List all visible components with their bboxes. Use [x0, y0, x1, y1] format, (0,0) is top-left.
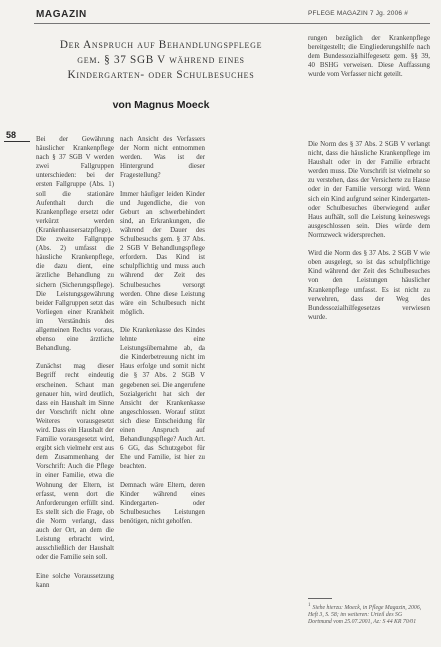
- text-column-2: [120, 135, 205, 640]
- text-column-1: [36, 135, 114, 640]
- paragraph: Immer häufiger leiden Kinder und Jugendliche, die von Geburt an schwerbehindert sind, an Erkrankungen, die während der Dauer des Schulbesuchs gem. § 37 Abs. 2 SGB V Behandlungspflege erfordern. Das Kind ist schulpflichtig und muss auch während der Zeit des Schulbesuches versorgt werden. Ohne diese Leistung wäre ein Schulbesuch nicht möglich.: [120, 190, 205, 316]
- header-rule: [34, 23, 430, 24]
- title-line: Kindergarten- oder Schulbesuches: [67, 69, 255, 81]
- article-author: von Magnus Moeck: [112, 99, 210, 111]
- page-number-rule: [4, 141, 30, 142]
- paragraph: Die Norm des § 37 Abs. 2 SGB V verlangt nicht, dass die häusliche Krankenpflege im Haushalt oder in der Familie erbracht werden muss. Die Vorschrift ist vielmehr so zu verstehen, dass der Versicherte zu Hause oder in der Familie versorgt wird. Wenn sich ein Kind aufgrund seiner Kindergarten- oder Schulbesuches überwiegend außer Haus aufhält, soll die Leistung keineswegs ausgeschlossen sein. Dies würde dem Normzweck widersprechen.: [308, 141, 430, 239]
- footnote-text: Siehe hierzu: Moeck, in Pflege Magazin, 2006, Heft 3, S. 58; im weiteren: Urteil des SG Dortmund vom 25.07.2001, Az: S 44 KR 70/01: [308, 604, 422, 626]
- title-line: Der Anspruch auf Behandlungspflege: [59, 39, 263, 51]
- footnote-rule: [308, 598, 332, 599]
- page-number: 58: [6, 130, 17, 140]
- paragraph: Demnach wäre Eltern, deren Kinder während eines Kindergarten- oder Schulbesuches Leistungen benötigen, nicht geholfen.: [120, 481, 205, 525]
- text-column-3-top: [308, 34, 430, 128]
- footnote-mark: 1: [308, 603, 311, 608]
- paragraph: nach Ansicht des Verfassers der Norm nicht entnommen werden. Was ist der Hintergrund dieser Fragestellung?: [120, 136, 205, 180]
- text-column-3: [308, 140, 430, 592]
- paragraph: Bei der Gewährung häuslicher Krankenpflege nach § 37 SGB V werden zwei Fallgruppen unterschieden: bei der ersten Fallgruppe (Abs. 1) soll die stationäre Aufenthalt durch die Krankenpflege ersetzt oder verkürzt werden (Krankenhausersatzpflege). Die zweite Fallgruppe (Abs. 2) umfasst die häusliche Krankenpflege, die dazu dient, eine ärztliche Behandlung zu sichern (Sicherungspflege). Die Leistungsgewährung beider Fallgruppen setzt das Vorliegen einer Krankheit im Verständnis des allgemeinen Rechts voraus, ebenso eine ärztliche Behandlung.: [36, 136, 114, 353]
- publication-info: PFLEGE MAGAZIN 7 Jg. 2006 #: [308, 10, 409, 17]
- paragraph: Eine solche Voraussetzung kann: [36, 572, 114, 589]
- footnote: [308, 602, 426, 627]
- article-title: [36, 38, 286, 83]
- paragraph: Die Krankenkasse des Kindes lehnte eine Leistungsübernahme ab, da die Kinderbetreuung nicht im Haus erfolge und somit nicht die § 37 Abs. 2 SGB V gegebenen sei. Die angerufene Sozialgericht hat sich der Ansicht der Krankenkasse angeschlossen. Worauf stützt sich diese Entscheidung für einen Anspruch auf Behandlungspflege? Auch Art. 6 GG, das Schutzgebot für Ehe und Familie, ist hier zu beachten.: [120, 326, 205, 471]
- paragraph: Wird die Norm des § 37 Abs. 2 SGB V wie oben ausgelegt, so ist das schulpflichtige Kind während der Zeit des Schulbesuches von den Leistungen häuslicher Krankenpflege umfasst. Es ist nicht zu verwehren, dass der Weg des Bundessozialhilfegesetzes verwiesen wurde.: [308, 250, 430, 321]
- paragraph: Zunächst mag dieser Begriff recht eindeutig erscheinen. Schaut man genauer hin, wird deutlich, dass ein Haushalt im Sinne der Vorschrift nicht ohne Weiteres vorausgesetzt wird. Dass ein Haushalt der Familie vorausgesetzt wird, ergibt sich vielmehr erst aus dem Zusammenhang der Vorschrift: Auch die Pflege in einer Familie, etwa die Wohnung der Eltern, ist erfasst, wenn dort die Anforderungen erfüllt sind. Es stellt sich die Frage, ob die Norm verlangt, dass auch der Ort, an dem die Leistung erbracht wird, ausschließlich der Haushalt oder die Familie sein soll.: [36, 363, 114, 562]
- paragraph: rungen bezüglich der Krankenpflege bereitgestellt; die Eingliederungshilfe nach dem Bundessozialhilfegesetz gem. §§ 39, 40 BSHG verweisen. Diese Auffassung wurde vom Verfasser nicht geteilt.: [308, 35, 430, 79]
- title-line: gem. § 37 SGB V während eines: [77, 54, 245, 66]
- section-label: MAGAZIN: [36, 9, 87, 20]
